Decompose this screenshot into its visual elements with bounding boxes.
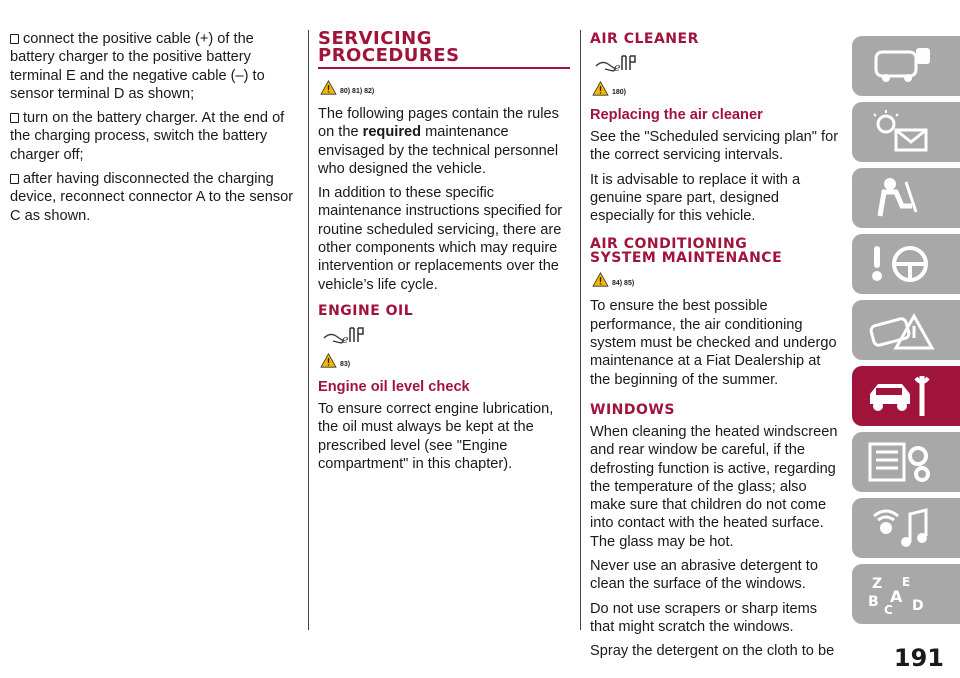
technical-data-icon [866,440,938,484]
tab-emergency[interactable] [852,300,960,360]
tab-safety[interactable] [852,168,960,228]
warning-triangle-icon [592,81,609,96]
service-hand-icon [594,52,638,74]
column-3 [590,30,842,667]
warning-reference: 83) [320,352,570,368]
svg-text:A: A [890,587,903,606]
tab-starting-driving[interactable] [852,234,960,294]
svg-text:Z: Z [872,576,883,592]
tab-index[interactable] [852,564,960,624]
intro-paragraph: The following pages contain the rules on the required maintenance envisaged by the technical personnel who designed the vehicle. [318,106,559,177]
section-title: SERVICING PROCEDURES [318,30,570,69]
checkbox-bullet-icon [10,174,19,184]
step-item: connect the positive cable (+) of the battery charger to the positive battery terminal E and the negative cable (–) to sensor terminal D as shown; [10,31,265,102]
svg-text:C: C [884,603,893,616]
svg-text:B: B [868,594,879,610]
ac-paragraph: To ensure the best possible performance, the air conditioning system must be checked and undergo maintenance at a Fiat Dealership at the beginning of the summer. [590,298,837,388]
column-1 [10,30,298,231]
tab-servicing[interactable] [852,366,960,426]
page-number: 191 [893,644,944,672]
windows-paragraph: Do not use scrapers or sharp items that might scratch the windows. [590,600,818,635]
intro-paragraph: In addition to these specific maintenance instructions specified for routine scheduled servicing, there are other components which may require intervention or replacements over the vehicle’s life cycle. [318,185,563,293]
step-item: turn on the battery charger. At the end of the charging process, switch the battery charger off; [10,110,285,163]
checkbox-bullet-icon [10,34,19,44]
column-divider [308,30,309,630]
emergency-icon [866,308,938,352]
engine-oil-heading: ENGINE OIL [318,302,414,319]
starting-driving-icon [866,242,938,286]
warning-reference: 80) 81) 82) [320,79,570,95]
warning-reference: 84) 85) [592,271,842,287]
tab-dashboard[interactable] [852,36,960,96]
windows-heading: WINDOWS [590,401,675,418]
step-item: after having disconnected the charging device, reconnect connector A to the sensor C as shown. [10,171,294,224]
car-servicing-icon [866,374,938,418]
warning-triangle-icon [320,353,337,368]
checkbox-bullet-icon [10,113,19,123]
chapter-tabs [852,36,960,630]
oil-check-heading: Engine oil level check [318,378,470,395]
oil-check-paragraph: To ensure correct engine lubrication, the oil must always be kept at the prescribed level (see "Engine compartment" in this chapter). [318,400,554,472]
column-divider [580,30,581,630]
tab-warning-lights[interactable] [852,102,960,162]
warning-lights-envelope-icon [866,110,938,154]
windows-paragraph: Never use an abrasive detergent to clean the surface of the windows. [590,558,818,593]
warning-triangle-icon [592,272,609,287]
replacing-paragraph: It is advisable to replace it with a genuine spare part, designed especially for this vehicle. [590,171,801,225]
svg-text:D: D [912,598,924,614]
svg-text:e: e [342,332,349,346]
column-2 [318,30,570,479]
svg-text:e: e [614,61,621,74]
service-hand-icon [322,324,366,346]
tab-multimedia[interactable] [852,498,960,558]
windows-paragraph: When cleaning the heated windscreen and rear window be careful, if the defrosting function is active, regarding the temperature of the glass; also make sure that children do not come into contact with the heated surface. The glass may be hot. [590,423,838,550]
replacing-heading: Replacing the air cleaner [590,107,763,123]
replacing-paragraph: See the "Scheduled servicing plan" for the correct servicing intervals. [590,129,839,164]
warning-triangle-icon [320,80,337,95]
index-icon [866,572,938,616]
svg-text:E: E [902,575,911,589]
warning-reference: 180) [592,80,842,96]
ac-heading: AIR CONDITIONING SYSTEM MAINTENANCE [590,236,783,267]
windows-paragraph: Spray the detergent on the cloth to be [590,643,835,660]
car-dashboard-icon [866,44,938,88]
tab-technical-data[interactable] [852,432,960,492]
multimedia-icon [866,506,938,550]
passenger-safety-icon [866,176,938,220]
air-cleaner-heading: AIR CLEANER [590,31,699,47]
